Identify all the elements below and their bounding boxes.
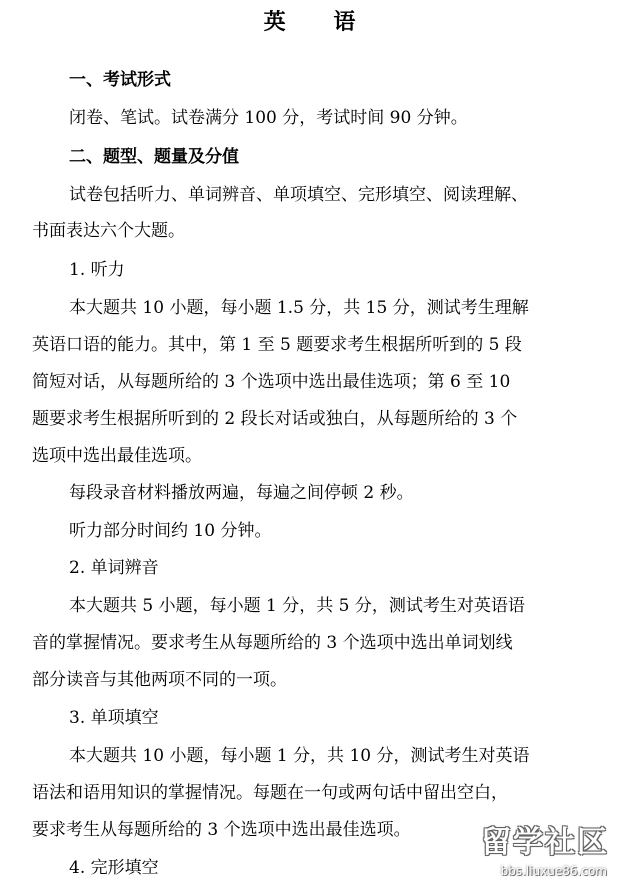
- paragraph-line: 本大题共 5 小题，每小题 1 分，共 5 分，测试考生对英语语: [69, 596, 525, 616]
- paragraph-line: 本大题共 10 小题，每小题 1 分，共 10 分，测试考生对英语: [69, 746, 530, 766]
- paragraph-line: 题要求考生根据所听到的 2 段长对话或独白，从每题所给的 3 个: [32, 409, 518, 429]
- paragraph-line: 选项中选出最佳选项。: [32, 446, 202, 466]
- paragraph-line: 简短对话，从每题所给的 3 个选项中选出最佳选项；第 6 至 10: [32, 372, 511, 392]
- subsection-heading-listening: 1. 听力: [69, 260, 125, 280]
- paragraph-line: 闭卷、笔试。试卷满分 100 分，考试时间 90 分钟。: [69, 108, 468, 128]
- subsection-heading-cloze: 4. 完形填空: [69, 858, 159, 878]
- watermark-logo-text: 留学社区: [481, 825, 609, 860]
- section-heading-question-types: 二、题型、题量及分值: [69, 147, 239, 167]
- subsection-heading-word-sounds: 2. 单词辨音: [69, 558, 159, 578]
- paragraph-line: 听力部分时间约 10 分钟。: [69, 521, 272, 541]
- paragraph-line: 每段录音材料播放两遍，每遍之间停顿 2 秒。: [69, 483, 414, 503]
- paragraph-line: 试卷包括听力、单词辨音、单项填空、完形填空、阅读理解、: [69, 185, 528, 205]
- paragraph-line: 本大题共 10 小题，每小题 1.5 分，共 15 分，测试考生理解: [69, 298, 529, 318]
- watermark-url: bbs.liuxue86.com: [500, 864, 607, 878]
- page-title: 英 语: [263, 10, 376, 35]
- section-heading-exam-format: 一、考试形式: [69, 70, 171, 90]
- paragraph-line: 要求考生从每题所给的 3 个选项中选出最佳选项。: [32, 820, 411, 840]
- site-watermark: [439, 823, 609, 885]
- subsection-heading-single-choice: 3. 单项填空: [69, 708, 159, 728]
- paragraph-line: 语法和语用知识的掌握情况。每题在一句或两句话中留出空白，: [32, 783, 508, 803]
- paragraph-line: 部分读音与其他两项不同的一项。: [32, 670, 287, 690]
- paragraph-line: 英语口语的能力。其中，第 1 至 5 题要求考生根据所听到的 5 段: [32, 335, 522, 355]
- paragraph-line: 书面表达六个大题。: [32, 221, 185, 241]
- paragraph-line: 音的掌握情况。要求考生从每题所给的 3 个选项中选出单词划线: [32, 633, 513, 653]
